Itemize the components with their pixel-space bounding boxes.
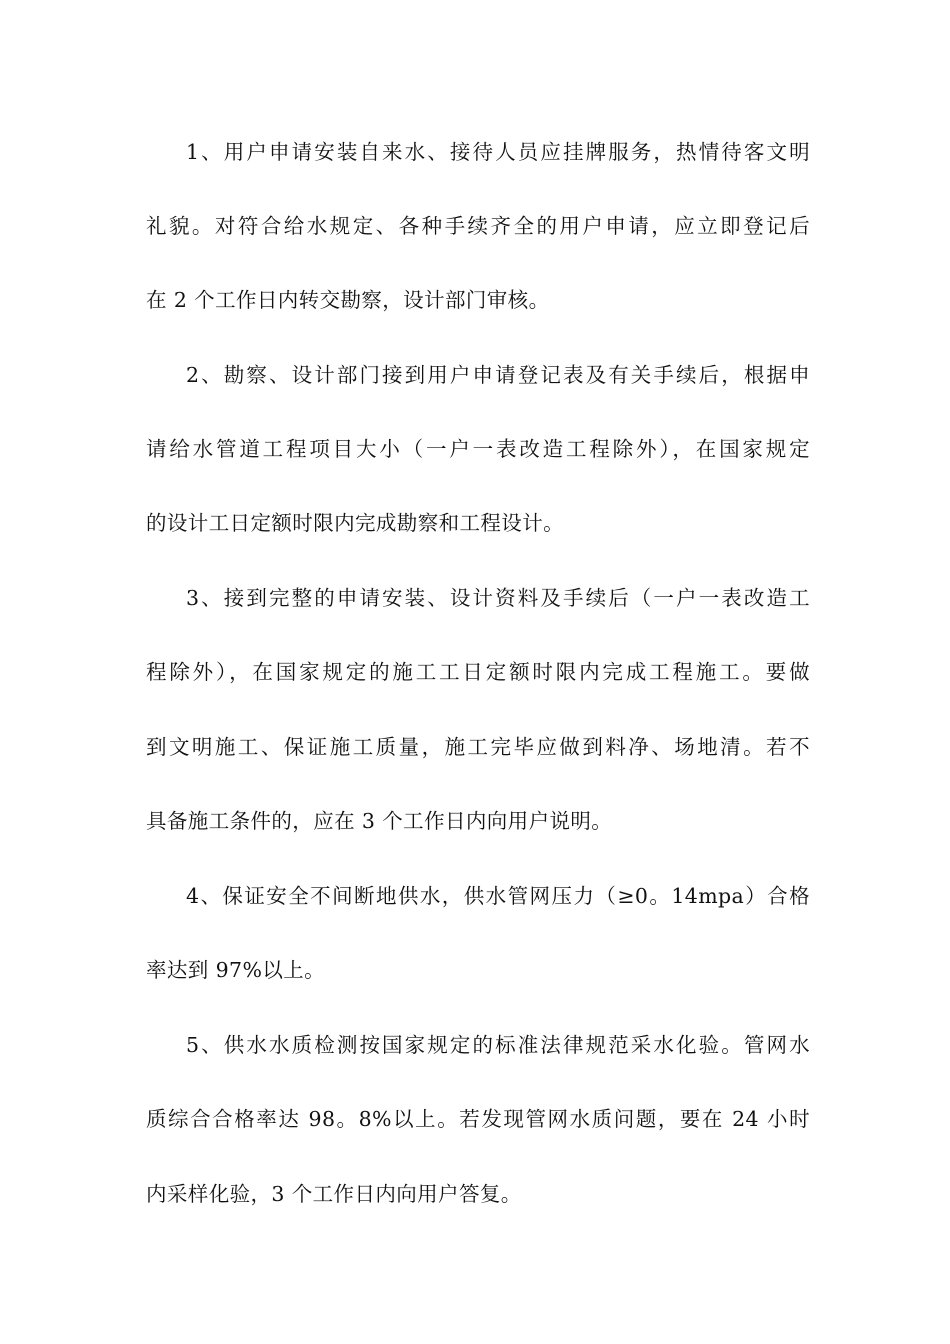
paragraph-2-line-2: 请给水管道工程项目大小（一户一表改造工程除外），在国家规定 <box>146 437 810 461</box>
paragraph-1-line-1: 1、用户申请安装自来水、接待人员应挂牌服务，热情待客文明 <box>186 140 810 164</box>
paragraph-5-line-2: 质综合合格率达 98。8%以上。若发现管网水质问题，要在 24 小时 <box>146 1107 810 1131</box>
paragraph-3-line-2: 程除外），在国家规定的施工工日定额时限内完成工程施工。要做 <box>146 660 810 684</box>
paragraph-3-line-3: 到文明施工、保证施工质量，施工完毕应做到料净、场地清。若不 <box>146 735 810 759</box>
paragraph-3-line-4: 具备施工条件的，应在 3 个工作日内向用户说明。 <box>146 809 613 833</box>
paragraph-1-line-3: 在 2 个工作日内转交勘察，设计部门审核。 <box>146 288 550 312</box>
paragraph-2-line-3: 的设计工日定额时限内完成勘察和工程设计。 <box>146 511 564 535</box>
paragraph-5-line-1: 5、供水水质检测按国家规定的标准法律规范采水化验。管网水 <box>186 1033 810 1057</box>
paragraph-2-line-1: 2、勘察、设计部门接到用户申请登记表及有关手续后，根据申 <box>186 363 810 387</box>
paragraph-4-line-1: 4、保证安全不间断地供水，供水管网压力（≥0。14mpa）合格 <box>186 884 810 908</box>
paragraph-4-line-2: 率达到 97%以上。 <box>146 958 326 982</box>
paragraph-3-line-1: 3、接到完整的申请安装、设计资料及手续后（一户一表改造工 <box>186 586 810 610</box>
paragraph-1-line-2: 礼貌。对符合给水规定、各种手续齐全的用户申请，应立即登记后 <box>146 214 810 238</box>
paragraph-5-line-3: 内采样化验，3 个工作日内向用户答复。 <box>146 1182 522 1206</box>
